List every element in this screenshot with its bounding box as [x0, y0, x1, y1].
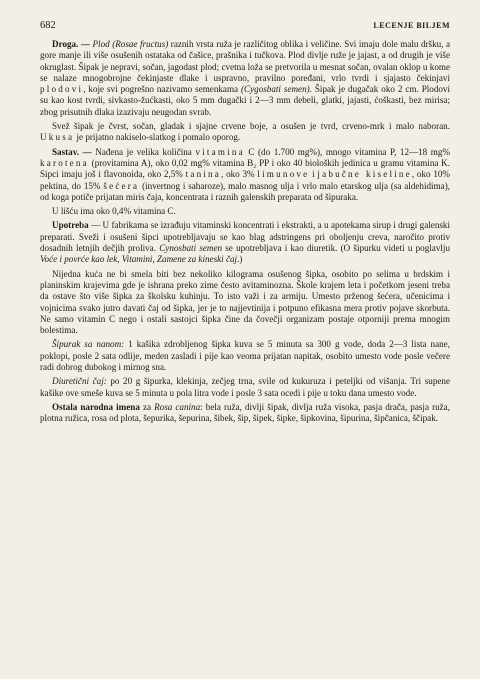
- text-run: Diuretični čaj:: [52, 376, 107, 387]
- text-run: plodovi: [40, 84, 84, 95]
- text-run: C (do 1.700 mg%), mnogo vitamina P, 12—18 mg%: [244, 146, 450, 157]
- text-run: Ukusa: [40, 132, 75, 143]
- text-run: po 20 g šipurka, klekinja, zečjeg trna, svile od kukuruza i peteljki od višanja. Tri supene kašike ove smeše kuva se 5 minuta u pola litra vode i posle 3 sata ocedi i pije u toku dana umesto vode.: [40, 376, 450, 398]
- text-run: — U fabrikama se izrađuju vitaminski koncentrati i ekstrakti, a u apotekama sirup i drugi galenski preparati. Sveži i osušeni šipci upotrebljavaju se kao blag adstringens pri oboljenju creva, naročito protiv dosadnih letnjih dečjih proliva.: [40, 220, 450, 254]
- text-run: Droga. —: [52, 39, 93, 49]
- text-run: (Cygosbati semen): [241, 84, 310, 95]
- text-run: Nijedna kuća ne bi smela biti bez nekoliko kilograma osušenog šipka, osobito po selima u brdskim i planinskim krajevima gde je ishrana preko zime često avitaminozna. Škole krajem leta i početkom jeseni treba da ostave što više šipka za školsku kuhinju. To isto važi i za armiju. Umesto prženog šećera, učenicima i vojnicima svako jutro davati čaj od šipka, jer je to najjevtinija i potpuno efikasna mera protiv pojave skorbuta. Ne samo vitamin C nego i ostali sastojci šipka čine da čovečji organizam postaje otporniji prema mnogim bolestima.: [40, 268, 450, 336]
- text-run: U lišću ima oko 0,4% vitamina C.: [52, 206, 176, 217]
- paragraph: [40, 402, 450, 425]
- text-run: Rosa canina: [154, 401, 201, 412]
- text-run: . Šipak je dugačak oko 2 cm. Plodovi su kao kost tvrdi, sivkasto-žućkasti, oko 5 mm dugački i 2—3 mm debeli, glatki, jajasti, ćoškasti, bez mirisa; zbog prisutnih dlaka izazivaju neugodan svrab.: [40, 84, 451, 117]
- paragraph: [40, 376, 450, 399]
- text-run: 1 kašika zdrobljenog šipka kuva se 5 minuta sa 300 g vode, doda 2—3 lista nane, poklopi, posle 2 sata odlije, meden zasladi i pije kao veoma prijatan napitak, osobito umesto vode posle večere radi dobrog dubokog i mirnog sna.: [40, 339, 450, 373]
- text-run: Plod (Rosae fructus): [92, 39, 169, 49]
- text-run: Svež šipak je čvrst, sočan, gladak i sjajne crvene boje, a osušen je tvrd, crveno-mrk i malo naboran.: [52, 121, 450, 132]
- text-run: raznih vrsta ruža je različitog oblika i veličine. Svi imaju dole malu dršku, a gore manje ili više osušenih ostataka od čašice, prašnika i tučkova. Plod divlje ruže je jajast, a od drugih je više okruglast. Šipak je nepravi, sočan, jagodast plod; cvetna loža se pretvorila u mesnat sočan, ovalan oklop u kome se nalaze mnogobrojne čekinjaste dlake i uspravno, pravilno poređani, vrlo tvrdi i sjajasto čekinjavi: [40, 39, 450, 83]
- running-title: LECENJE BILJEM: [373, 21, 450, 30]
- text-run: i: [309, 169, 318, 180]
- paragraph: [40, 39, 450, 118]
- text-run: , oko 3%: [221, 169, 258, 180]
- text-run: karotena: [40, 157, 89, 168]
- text-run: Cynosbati semen: [159, 243, 223, 254]
- text-run: tanina: [185, 169, 222, 180]
- text-run: : bela ruža, divlji šipak, divlja ruža visoka, pasja drača, pasja ruža, plotna ružica, rosa od plota, šepurika, šepurina, šibek, šip, šipek, šipke, šipkovina, šipurina, šipčanica, ščipak.: [40, 401, 450, 424]
- text-run: za: [139, 401, 155, 412]
- text-run: Voće i povrće kao lek, Vitamini, Zamene za kineski čaj: [40, 254, 238, 265]
- paragraph: [40, 220, 450, 265]
- text-run: je prijatno nakiselo-slatkog i pomalo oporog.: [74, 132, 241, 143]
- page-header: [40, 20, 450, 31]
- paragraph: [40, 121, 450, 144]
- paragraph: [40, 147, 450, 203]
- text-run: šećera: [103, 180, 140, 191]
- page-number: 682: [40, 20, 56, 31]
- text-run: vitamina: [195, 146, 245, 157]
- text-run: (provitamina A), oko 0,02 mg% vitamina B₂ PP i oko 40 bioloških jedinica u gramu vitamina K. Sipci imaju još i flavonoida, oko 2,5%: [40, 157, 450, 180]
- text-run: se upotrebljava i kao diuretik. (O šipurku videti u poglavlju: [222, 243, 450, 254]
- text-run: jabučne kiseline: [317, 169, 412, 180]
- page-body: [40, 39, 450, 425]
- text-run: Ostala narodna imena: [52, 401, 140, 412]
- text-run: limunove: [257, 169, 310, 180]
- text-run: Šipurak sa nanom:: [52, 339, 125, 350]
- text-run: Upotreba: [52, 220, 89, 231]
- text-run: (invertnog i saharoze), malo masnog ulja i vrlo malo etarskog ulja (sa aldehidima), od koga potiče prijatan miris čaja, koncentrata i raznih galenskih preparata od šipuraka.: [40, 180, 450, 202]
- text-run: , oko 10% pektina, do 15%: [40, 169, 450, 191]
- paragraph: [40, 206, 450, 217]
- paragraph: [40, 339, 450, 373]
- text-run: , koje svi pogrešno nazivamo semenkama: [83, 84, 242, 95]
- text-run: Nađena je velika količina: [95, 146, 196, 157]
- text-run: .): [237, 254, 243, 265]
- text-run: Sastav. —: [52, 146, 96, 157]
- paragraph: [40, 269, 450, 337]
